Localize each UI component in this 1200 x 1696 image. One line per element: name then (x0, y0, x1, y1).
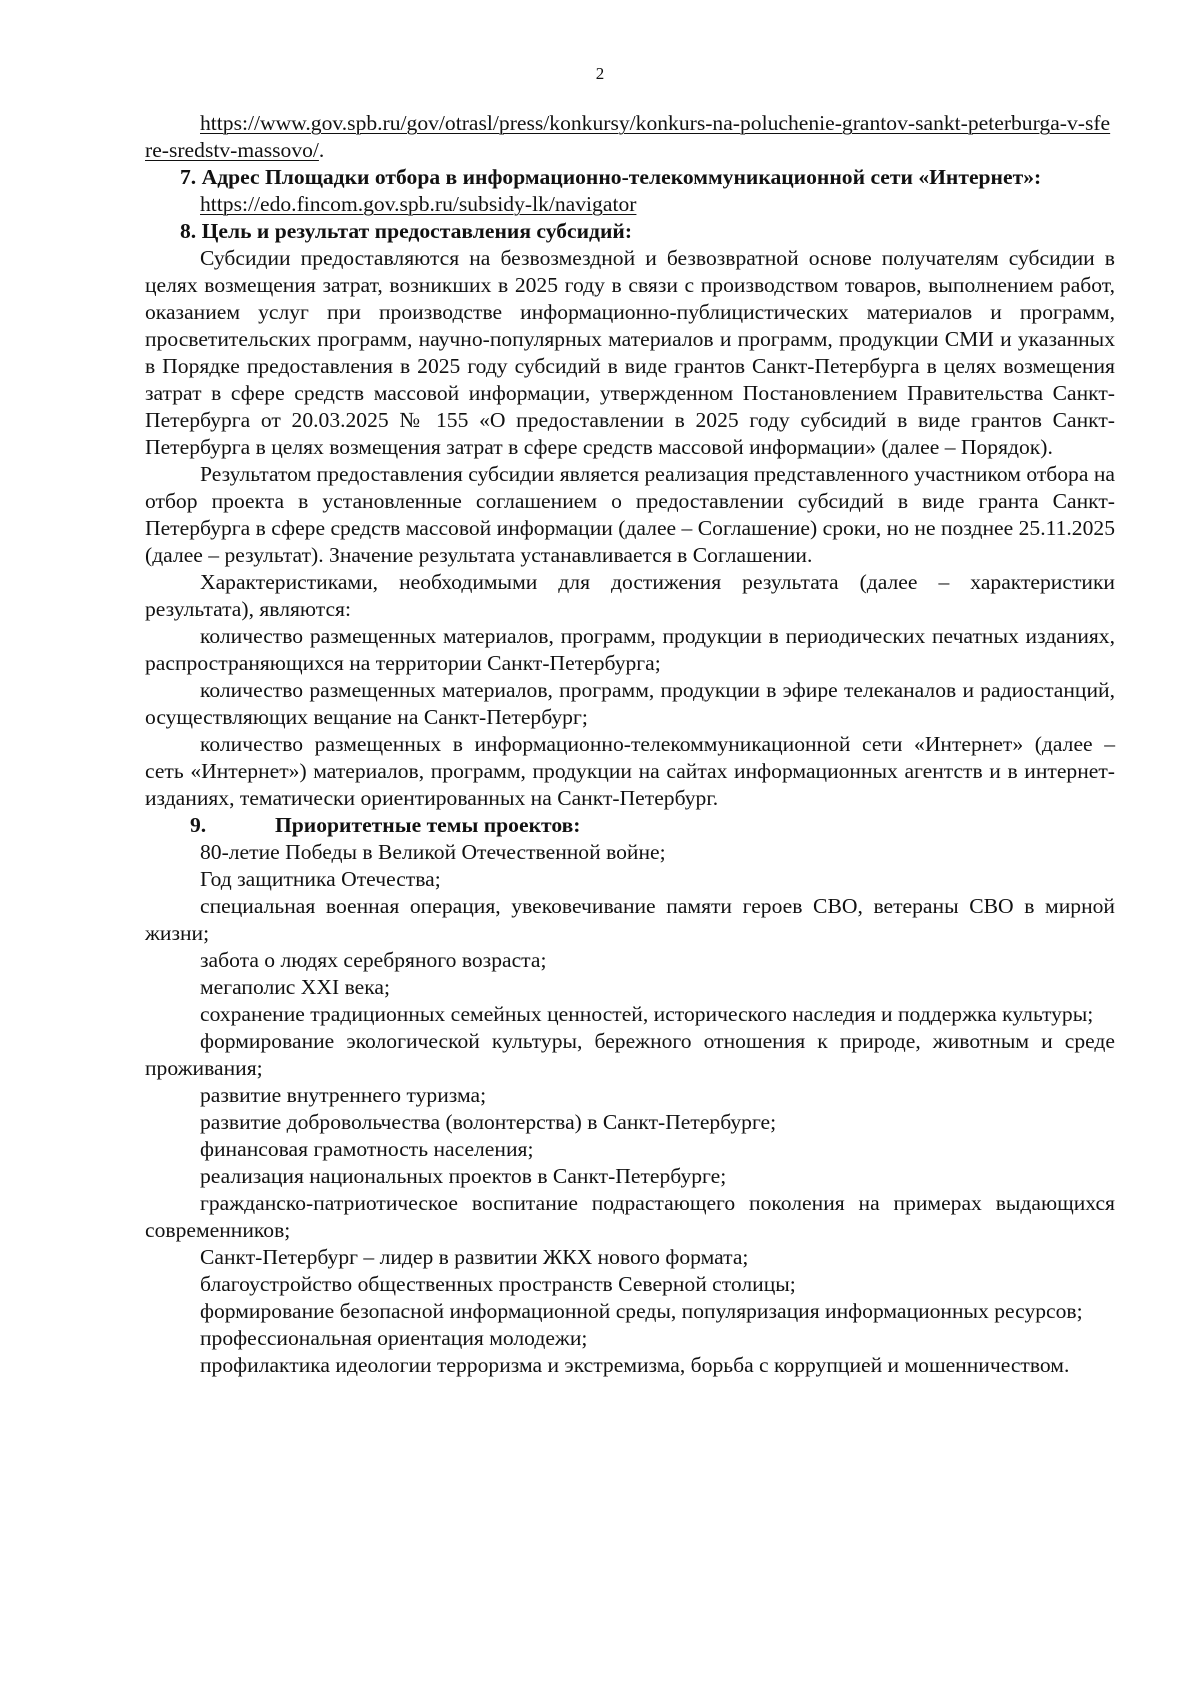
contest-url-link[interactable]: https://www.gov.spb.ru/gov/otrasl/press/konkursy/konkurs-na-poluchenie-grantov-sankt-peterburga-v-sfere-sredstv-massovo/ (145, 111, 1111, 162)
section-7-heading: 7. Адрес Площадки отбора в информационно-телекоммуникационной сети «Интернет»: (180, 165, 1042, 189)
section-9-title: Приоритетные темы проектов: (275, 813, 581, 837)
priority-topics-list (145, 839, 1115, 1379)
list-item: специальная военная операция, увековечивание памяти героев СВО, ветераны СВО в мирной жизни; (145, 894, 1115, 945)
section-8-heading: 8. Цель и результат предоставления субсидий: (180, 219, 633, 243)
list-item: Год защитника Отечества; (200, 867, 441, 891)
list-item: сохранение традиционных семейных ценностей, исторического наследия и поддержка культуры; (200, 1002, 1094, 1026)
list-item: мегаполис XXI века; (200, 975, 390, 999)
section-8-paragraph: Субсидии предоставляются на безвозмездной и безвозвратной основе получателям субсидии в целях возмещения затрат, возникших в 2025 году в связи с производством товаров, выполнением работ, оказанием услуг при производстве информационно-публицистических материалов и программ, просветительских программ, научно-популярных материалов и программ, продукции СМИ и указанных в Порядке предоставления в 2025 году субсидий в виде грантов Санкт-Петербурга в целях возмещения затрат в сфере средств массовой информации, утвержденном Постановлением Правительства Санкт-Петербурга от 20.03.2025 № 155 «О предоставлении в 2025 году субсидий в виде грантов Санкт-Петербурга в целях возмещения затрат в сфере средств массовой информации» (далее – Порядок). (145, 246, 1115, 459)
section-7-link-paragraph (145, 191, 1115, 218)
page-number: 2 (595, 64, 605, 83)
list-item: развитие добровольчества (волонтерства) в Санкт-Петербурге; (200, 1110, 777, 1134)
list-item: реализация национальных проектов в Санкт-Петербурге; (200, 1164, 727, 1188)
platform-url-link[interactable]: https://edo.fincom.gov.spb.ru/subsidy-lk/navigator (200, 192, 637, 216)
section-9-heading (145, 812, 1115, 839)
list-item: развитие внутреннего туризма; (200, 1083, 487, 1107)
section-8-paragraph: количество размещенных в информационно-телекоммуникационной сети «Интернет» (далее – сеть «Интернет») материалов, программ, продукции на сайтах информационных агентств и в интернет-изданиях, тематически ориентированных на Санкт-Петербург. (145, 732, 1115, 810)
section-8-paragraph: Характеристиками, необходимыми для достижения результата (далее – характеристики результата), являются: (145, 570, 1115, 621)
list-item: 80-летие Победы в Великой Отечественной войне; (200, 840, 666, 864)
list-item: формирование безопасной информационной среды, популяризация информационных ресурсов; (200, 1299, 1083, 1323)
list-item: забота о людях серебряного возраста; (200, 948, 547, 972)
contest-url-suffix: . (318, 138, 325, 162)
list-item: гражданско-патриотическое воспитание подрастающего поколения на примерах выдающихся современников; (145, 1191, 1115, 1242)
list-item: профилактика идеологии терроризма и экстремизма, борьба с коррупцией и мошенничеством. (200, 1353, 1070, 1377)
list-item: финансовая грамотность населения; (200, 1137, 534, 1161)
list-item: формирование экологической культуры, бережного отношения к природе, животным и среде проживания; (145, 1029, 1115, 1080)
section-8-paragraph: количество размещенных материалов, программ, продукции в периодических печатных изданиях, распространяющихся на территории Санкт-Петербурга; (145, 624, 1115, 675)
document-body (145, 110, 1115, 1379)
list-item: благоустройство общественных пространств Северной столицы; (200, 1272, 796, 1296)
section-9-number: 9. (190, 813, 207, 837)
list-item: Санкт-Петербург – лидер в развитии ЖКХ нового формата; (200, 1245, 749, 1269)
list-item: профессиональная ориентация молодежи; (200, 1326, 588, 1350)
section-8-paragraph: количество размещенных материалов, программ, продукции в эфире телеканалов и радиостанций, осуществляющих вещание на Санкт-Петербург; (145, 678, 1115, 729)
section-8-paragraph: Результатом предоставления субсидии является реализация представленного участником отбора на отбор проекта в установленные соглашением о предоставлении субсидий в виде гранта Санкт-Петербурга в сфере средств массовой информации (далее – Соглашение) сроки, но не позднее 25.11.2025 (далее – результат). Значение результата устанавливается в Соглашении. (145, 462, 1115, 567)
contest-url-paragraph (145, 110, 1115, 164)
